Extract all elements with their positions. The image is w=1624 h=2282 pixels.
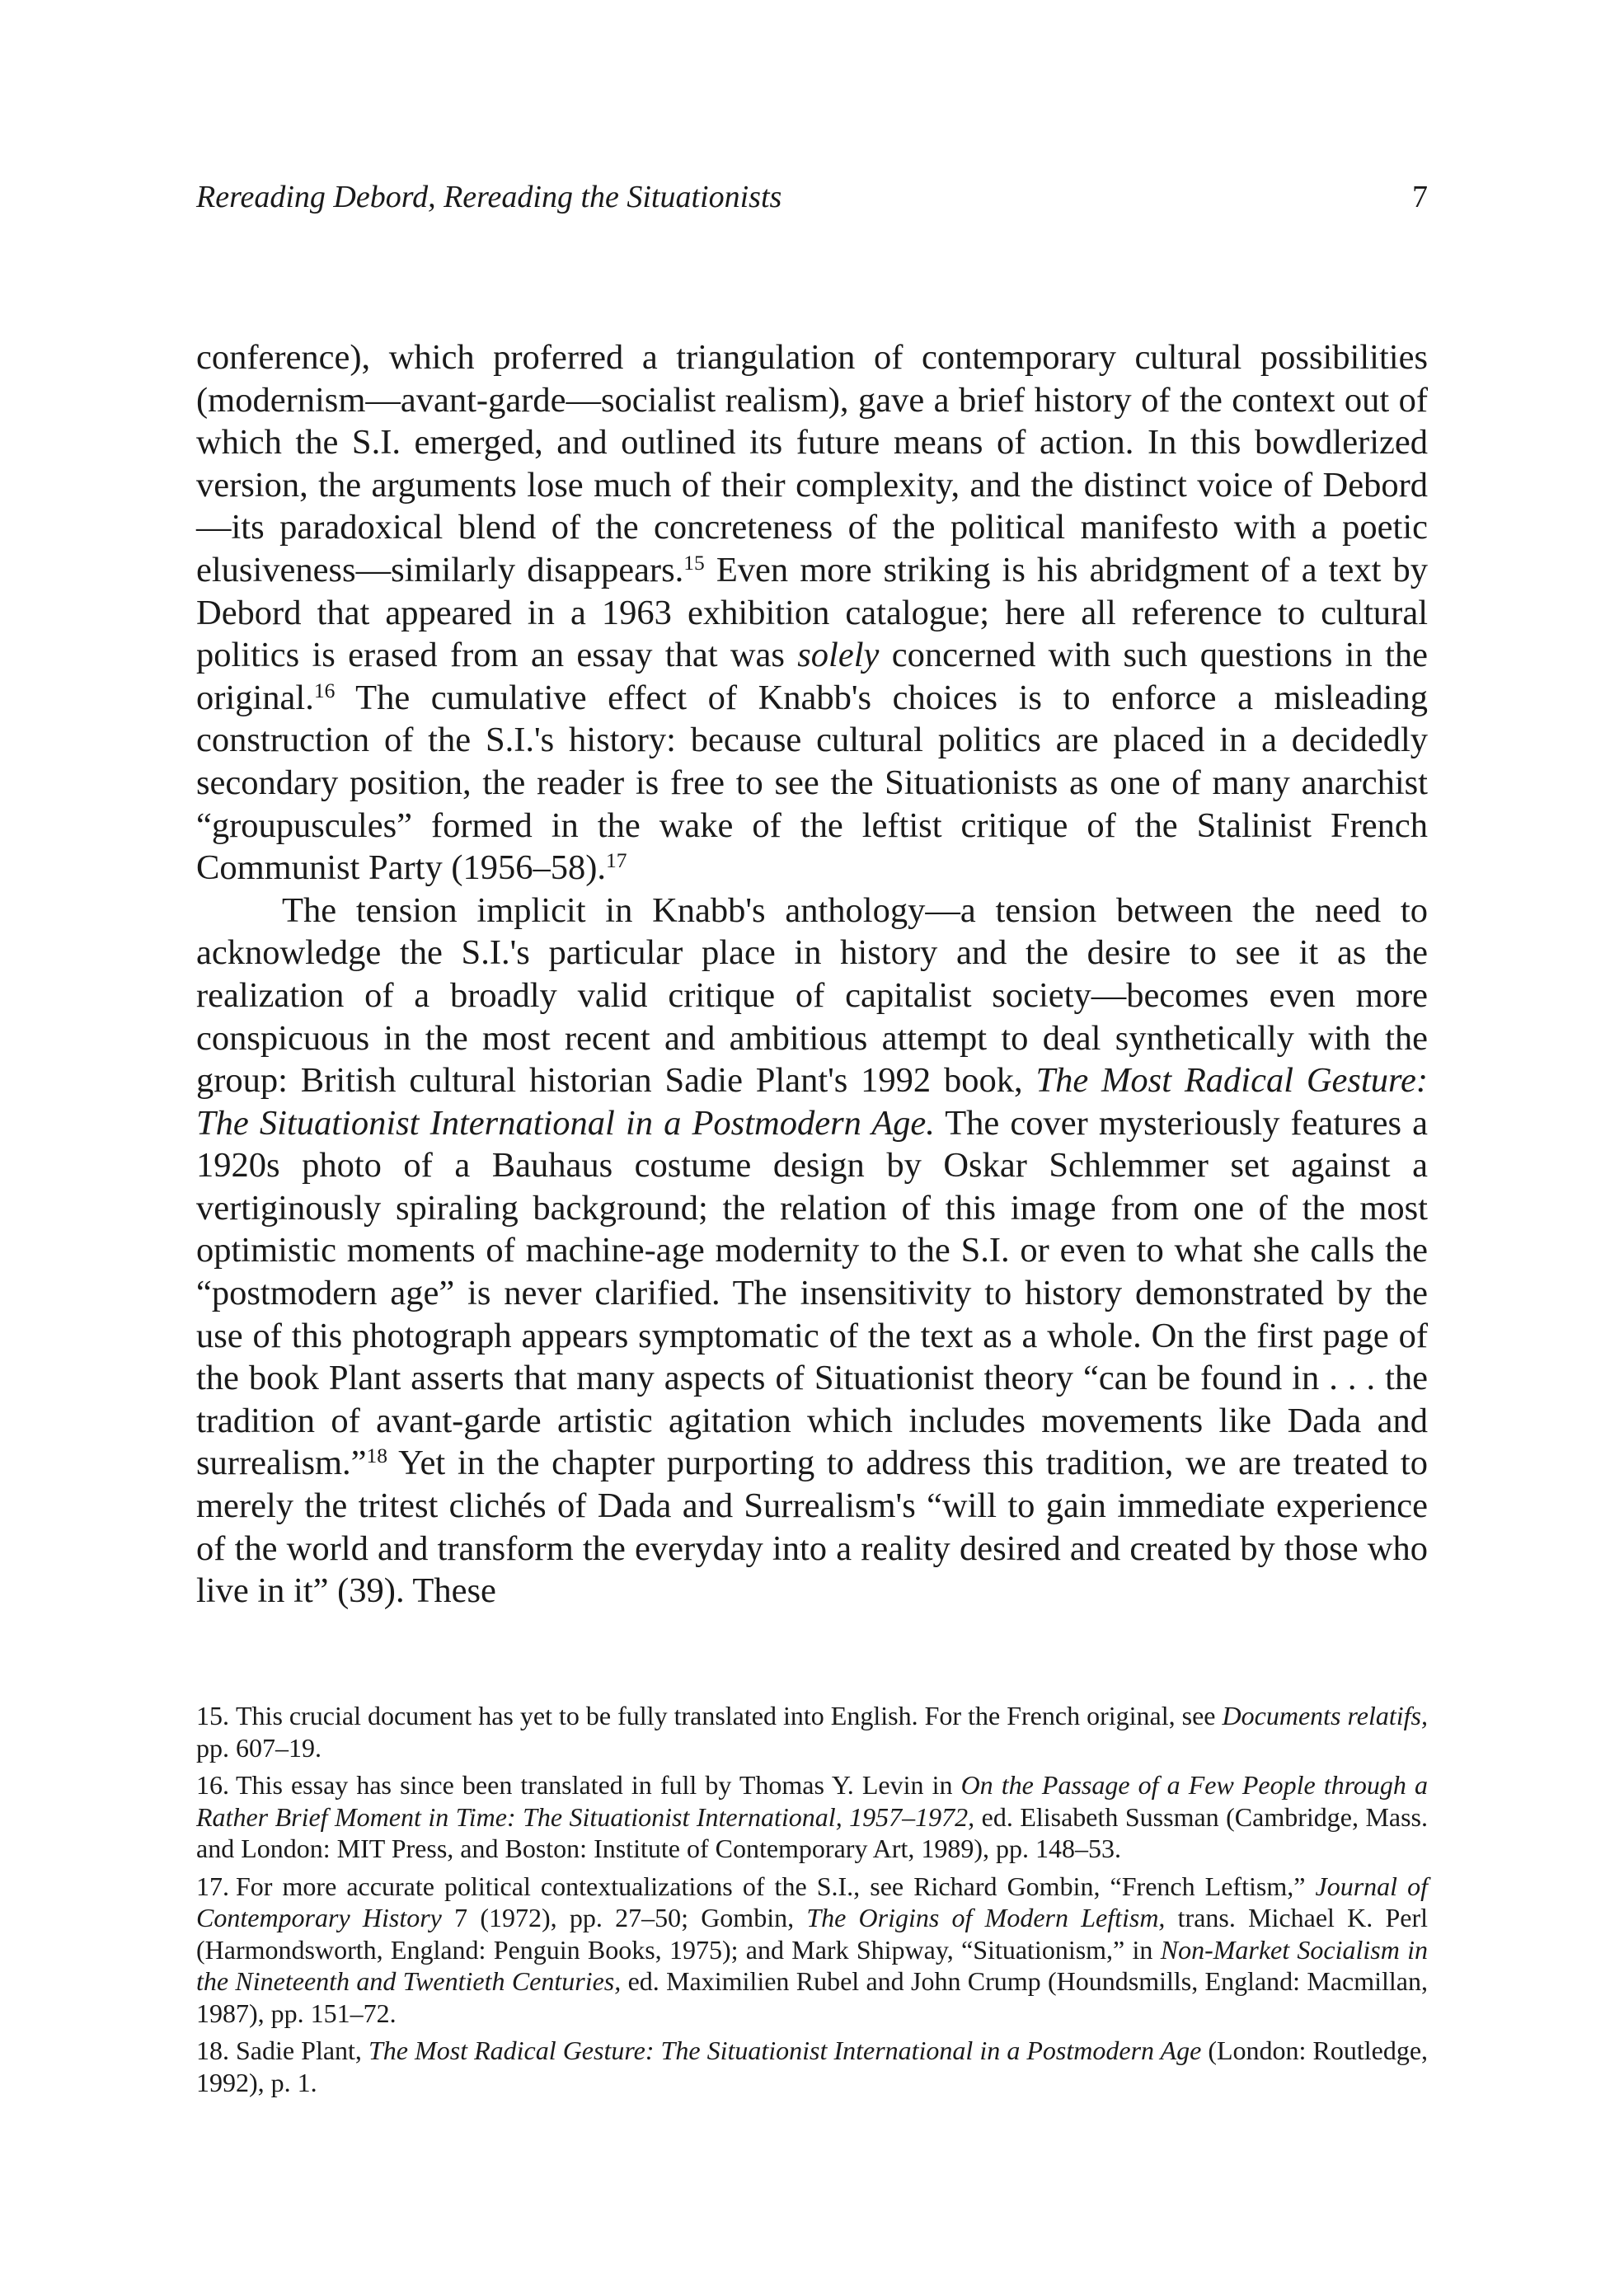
text-run: ed. Elisabeth Sussman (Cambridge, Mass. and London: MIT Press, and Boston: Institute of Contemporary Art, 1989), pp. 148–53. bbox=[196, 1801, 1429, 1863]
text-run: (London: Routledge, 1992), p. 1. bbox=[196, 2035, 1429, 2097]
footnote-number: 18 . bbox=[196, 2035, 236, 2067]
paragraph bbox=[196, 336, 1428, 890]
work-title: The Origins of Modern Leftism, bbox=[806, 1903, 1166, 1932]
footnote-ref: 17 bbox=[606, 848, 627, 873]
text-run: conference), which proferred a triangulation of contemporary cultural possibilities (modernism—avant-garde—socialist realism), gave a brief history of the context out of which the S.I. emerged, and outlined its future means of action. In this bowdlerized version, the arguments lose much of their complexity, and the distinct voice of Debord—its paradoxical blend of the concreteness of the political manifesto with a poetic elusiveness—similarly disappears. bbox=[196, 338, 1428, 589]
work-title: Documents relatifs, bbox=[1222, 1701, 1429, 1730]
footnote bbox=[196, 1871, 1428, 2030]
work-title: Non-Market Socialism in the Nineteenth and Twentieth Centuries, bbox=[196, 1934, 1429, 1996]
footnote-number: 16 . bbox=[196, 1769, 236, 1801]
text-run: pp. 607–19. bbox=[196, 1732, 322, 1763]
text-run: trans. Michael K. Perl (Harmondsworth, England: Penguin Books, 1975); and Mark Shipway, “Situationism,” in bbox=[196, 1903, 1429, 1965]
text-run: Yet in the chapter purporting to address this tradition, we are treated to merely the tritest clichés of Dada and Surrealism's “will to gain immediate experience of the world and transform the everyday into a reality desired and created by those who live in it” (39). These bbox=[196, 1444, 1428, 1611]
work-title: On the Passage of a Few People through a Rather Brief Moment in Time: The Situationist International, 1957–1972, bbox=[196, 1770, 1429, 1832]
page-number: 7 bbox=[1412, 180, 1428, 214]
work-title: The Most Radical Gesture: The Situationist International in a Postmodern Age bbox=[368, 2035, 1202, 2065]
text-run: For more accurate political contextualizations of the S.I., see Richard Gombin, “French Leftism,” bbox=[236, 1871, 1316, 1901]
footnotes bbox=[196, 1700, 1428, 2104]
emphasis: solely bbox=[797, 636, 880, 675]
text-run: This essay has since been translated in full by Thomas Y. Levin in bbox=[236, 1770, 961, 1800]
body-text bbox=[196, 336, 1428, 1613]
footnote-ref: 18 bbox=[366, 1444, 388, 1468]
footnote-ref: 16 bbox=[313, 678, 336, 702]
footnote bbox=[196, 2035, 1428, 2098]
text-run: This crucial document has yet to be fully translated into English. For the French original, see bbox=[236, 1701, 1223, 1730]
text-run: ed. Maximilien Rubel and John Crump (Houndsmills, England: Macmillan, 1987), pp. 151–72. bbox=[196, 1966, 1429, 2028]
footnote-number: 15 . bbox=[196, 1700, 236, 1732]
footnote bbox=[196, 1769, 1428, 1865]
text-run: The cumulative effect of Knabb's choices is to enforce a misleading construction of the S.I.'s history: because cultural politics are placed in a decidedly secondary position, the reader is free to see the Situationists as one of many anarchist “groupuscules” formed in the wake of the leftist critique of the Stalinist French Communist Party (1956–58). bbox=[196, 678, 1428, 888]
work-title: Journal of Contemporary History bbox=[196, 1871, 1429, 1932]
book-title: The Most Radical Gesture: The Situationist International in a Postmodern Age. bbox=[196, 1061, 1428, 1143]
paragraph bbox=[196, 890, 1428, 1613]
text-run: Sadie Plant, bbox=[236, 2035, 368, 2065]
text-run: concerned with such questions in the original. bbox=[196, 636, 1428, 717]
footnote bbox=[196, 1700, 1428, 1763]
text-run: 7 (1972), pp. 27–50; Gombin, bbox=[441, 1903, 807, 1932]
text-run: Even more striking is his abridgment of a text by Debord that appeared in a 1963 exhibition catalogue; here all reference to cultural politics is erased from an essay that was bbox=[196, 550, 1428, 675]
footnote-number: 17 . bbox=[196, 1871, 236, 1903]
running-title: Rereading Debord, Rereading the Situationists bbox=[196, 180, 782, 214]
text-run: The cover mysteriously features a 1920s photo of a Bauhaus costume design by Oskar Schlemmer set against a vertiginously spiraling background; the relation of this image from one of the most optimistic moments of machine-age modernity to the S.I. or even to what she calls the “postmodern age” is never clarified. The insensitivity to history demonstrated by the use of this photograph appears symptomatic of the text as a whole. On the first page of the book Plant asserts that many aspects of Situationist theory “can be found in . . . the tradition of avant-garde artistic agitation which includes movements like Dada and surrealism.” bbox=[196, 1103, 1428, 1483]
text-run: The tension implicit in Knabb's anthology—a tension between the need to acknowledge the S.I.'s particular place in history and the desire to see it as the realization of a broadly valid critique of capitalist society—becomes even more conspicuous in the most recent and ambitious attempt to deal synthetically with the group: British cultural historian Sadie Plant's 1992 book, bbox=[196, 890, 1428, 1101]
footnote-ref: 15 bbox=[683, 550, 705, 575]
running-header bbox=[196, 176, 1428, 218]
